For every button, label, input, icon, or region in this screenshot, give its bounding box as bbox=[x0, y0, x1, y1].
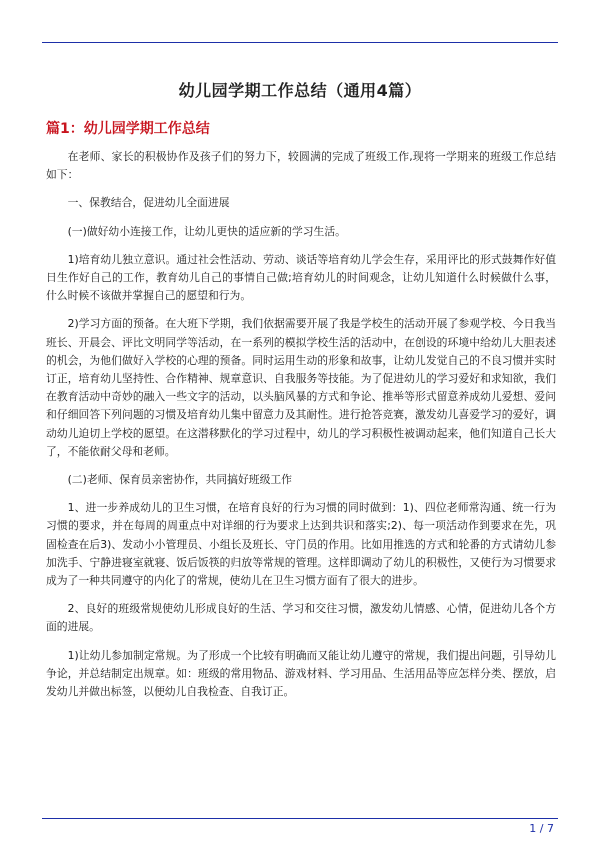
paragraph-learning: 2)学习方面的预备。在大班下学期，我们依据需要开展了我是学校生的活动开展了参观学校、今日我当班长、开晨会、评比文明同学等活动，在一系列的模拟学校生活的活动中，在创设的环境中给幼儿大胆表述的机会，为他们做好入学校的心理的预备。同时运用生动的形象和故事，让幼儿发觉自己的不良习惯并实时订正，培育幼儿坚持性、合作精神、规章意识、自我服务等技能。为了促进幼儿的学习爱好和求知欲，我们在教育活动中奇妙的融入一些文字的活动，以头脑风暴的方式和争论、推举等形式留意养成幼儿爱想、爱问和仔细回答下列问题的习惯及培育幼儿集中留意力及其耐性。进行抢答竞赛，激发幼儿喜爱学习的爱好，调动幼儿迫切上学校的愿望。在这潜移默化的学习过程中，幼儿的学习积极性被调动起来，他们知道自己长大了，不能依耐父母和老师。 bbox=[46, 317, 556, 458]
paragraph-routine: 2、良好的班级常规使幼儿形成良好的生活、学习和交往习惯，激发幼儿情感、心情，促进幼儿各个方面的进展。 bbox=[46, 602, 556, 634]
paragraph-hygiene: 1、进一步养成幼儿的卫生习惯，在培育良好的行为习惯的同时做到：1)、四位老师常沟通、统一行为习惯的要求，并在每周的周重点中对详细的行为要求上达到共识和落实;2)、每一项活动作到要求在先，巩固检查在后3)、发动小小管理员、小组长及班长、守门员的作用。比如用推选的方式和轮番的方式请幼儿参加洗手、宁静进寝室就寝、饭后饭筷的归放等常规的管理。这样即调动了幼儿的积极性，又使行为习惯要求成为了一种共同遵守的内化了的常规，使幼儿在卫生习惯方面有了很大的进步。 bbox=[46, 501, 556, 588]
subheading-1: (一)做好幼小连接工作，让幼儿更快的适应新的学习生活。 bbox=[67, 224, 346, 238]
document-body bbox=[46, 148, 556, 711]
document-title: 幼儿园学期工作总结（通用4篇） bbox=[178, 81, 422, 100]
heading-1: 一、保教结合，促进幼儿全面进展 bbox=[67, 196, 230, 210]
paragraph-intro: 在老师、家长的积极协作及孩子们的努力下，较圆满的完成了班级工作,现将一学期来的班级工作总结如下： bbox=[46, 150, 556, 182]
page-number: 1 / 7 bbox=[529, 822, 554, 835]
paragraph-independence: 1)培育幼儿独立意识。通过社会性活动、劳动、谈话等培育幼儿学会生存，采用评比的形式鼓舞作好值日生作好自己的工作，教育幼儿自己的事情自己做;培育幼儿的时间观念，让幼儿知道什么时候做什么事，什么时候不该做并掌握自己的愿望和行为。 bbox=[46, 252, 556, 303]
subheading-2: (二)老师、保育员亲密协作，共同搞好班级工作 bbox=[67, 473, 292, 487]
top-rule bbox=[42, 42, 558, 43]
paragraph-rules: 1)让幼儿参加制定常规。为了形成一个比较有明确而又能让幼儿遵守的常规，我们提出问题，引导幼儿争论，并总结制定出规章。如：班级的常用物品、游戏材料、学习用品、生活用品等应怎样分类、摆放，启发幼儿并做出标签，以便幼儿自我检查、自我订正。 bbox=[46, 648, 556, 699]
bottom-rule bbox=[42, 818, 558, 819]
section-title: 篇1：幼儿园学期工作总结 bbox=[46, 121, 210, 137]
